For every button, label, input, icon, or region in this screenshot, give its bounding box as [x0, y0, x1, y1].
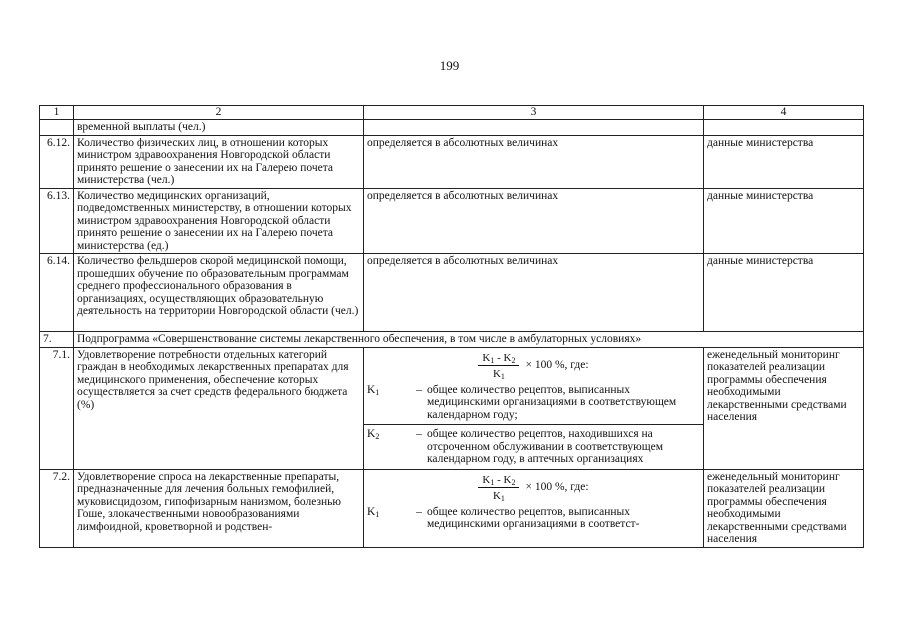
definition-text: общее количество рецептов, выписанных медицинскими организациями в соответствующем календарном году; [427, 383, 677, 421]
calc-method: определяется в абсолютных величинах [364, 254, 704, 332]
section-number: 7. [40, 332, 74, 348]
data-source: данные министерства [704, 254, 864, 332]
table-row [40, 254, 864, 332]
definition-item [367, 428, 700, 466]
section-title: Подпрограмма «Совершенствование системы лекарственного обеспечения, в том числе в амбулаторных условиях» [74, 332, 864, 348]
indicators-table [39, 105, 864, 548]
row-number [40, 120, 74, 136]
definition-symbol: $K_1$ [367, 505, 380, 519]
indicator-name: Удовлетворение потребности отдельных категорий граждан в необходимых лекарственных препаратах для медицинского применения, обеспечение которых осуществляется за счет средств федерального бюджета (%) [74, 347, 364, 469]
data-source: данные министерства [704, 135, 864, 188]
table-row [40, 469, 864, 547]
column-number-row [40, 106, 864, 120]
definition-text: общее количество рецептов, выписанных медицинскими организациями в соответст- [427, 505, 640, 530]
formula-numerator: $K_1 - K_2$ [478, 352, 519, 366]
column-number: 1 [40, 106, 74, 120]
formula [367, 472, 700, 504]
data-source: данные министерства [704, 188, 864, 254]
definition-item [367, 384, 700, 422]
formula-fraction [478, 352, 519, 380]
row-number: 6.14. [40, 254, 74, 332]
indicator-name: Количество физических лиц, в отношении которых министром здравоохранения Новгородской области принято решение о занесении их на Галерею почета министерства (чел.) [74, 135, 364, 188]
section-row [40, 332, 864, 348]
data-source [704, 120, 864, 136]
definition-dash: – [416, 428, 422, 440]
definition-dash: – [416, 383, 422, 396]
calc-method [364, 469, 704, 547]
formula-numerator: $K_1 - K_2$ [478, 474, 519, 488]
formula-denominator: $K_1$ [492, 489, 505, 503]
calc-method: определяется в абсолютных величинах [364, 135, 704, 188]
formula-denominator: $K_1$ [492, 367, 505, 381]
calc-method [364, 347, 704, 469]
column-number: 3 [364, 106, 704, 120]
calc-method: определяется в абсолютных величинах [364, 188, 704, 254]
row-number: 6.13. [40, 188, 74, 254]
data-source: еженедельный мониторинг показателей реализации программы обеспечения необходимыми лекарственными средствами населения [704, 469, 864, 547]
indicator-name: Удовлетворение спроса на лекарственные препараты, предназначенные для лечения больных гемофилией, муковисцидозом, гипофизарным нанизмом, болезнью Гоше, злокачественными новообразованиями лимфоидной, кроветворной и родствен- [74, 469, 364, 547]
row-number: 7.1. [40, 347, 74, 469]
column-number: 4 [704, 106, 864, 120]
indicator-name: временной выплаты (чел.) [74, 120, 364, 136]
definition-item [367, 506, 700, 531]
table-row [40, 347, 864, 469]
definition-divider [364, 424, 703, 425]
definition-symbol: $K_2$ [367, 428, 380, 441]
row-number: 6.12. [40, 135, 74, 188]
formula-fraction [478, 474, 519, 502]
definition-dash: – [416, 505, 422, 518]
indicator-name: Количество медицинских организаций, подведомственных министерству, в отношении которых министром здравоохранения Новгородской области принято решение о занесении их на Галерею почета министерства (ед.) [74, 188, 364, 254]
definition-text: общее количество рецептов, находившихся на отсроченном обслуживании в соответствующем календарном году, в аптечных организациях [427, 428, 663, 465]
formula [367, 350, 700, 382]
formula-suffix: × 100 %, где: [525, 481, 589, 494]
table-row [40, 120, 864, 136]
definition-symbol: $K_1$ [367, 383, 380, 397]
calc-method [364, 120, 704, 136]
formula-suffix: × 100 %, где: [525, 359, 589, 372]
page-number: 199 [439, 58, 460, 73]
row-number: 7.2. [40, 469, 74, 547]
data-source: еженедельный мониторинг показателей реализации программы обеспечения необходимыми лекарственными средствами населения [704, 347, 864, 469]
indicator-name: Количество фельдшеров скорой медицинской помощи, прошедших обучение по образовательным программам среднего профессионального образования в организациях, осуществляющих образовательную деятельность на территории Новгородской области (чел.) [74, 254, 364, 332]
table-row [40, 135, 864, 188]
column-number: 2 [74, 106, 364, 120]
table-row [40, 188, 864, 254]
